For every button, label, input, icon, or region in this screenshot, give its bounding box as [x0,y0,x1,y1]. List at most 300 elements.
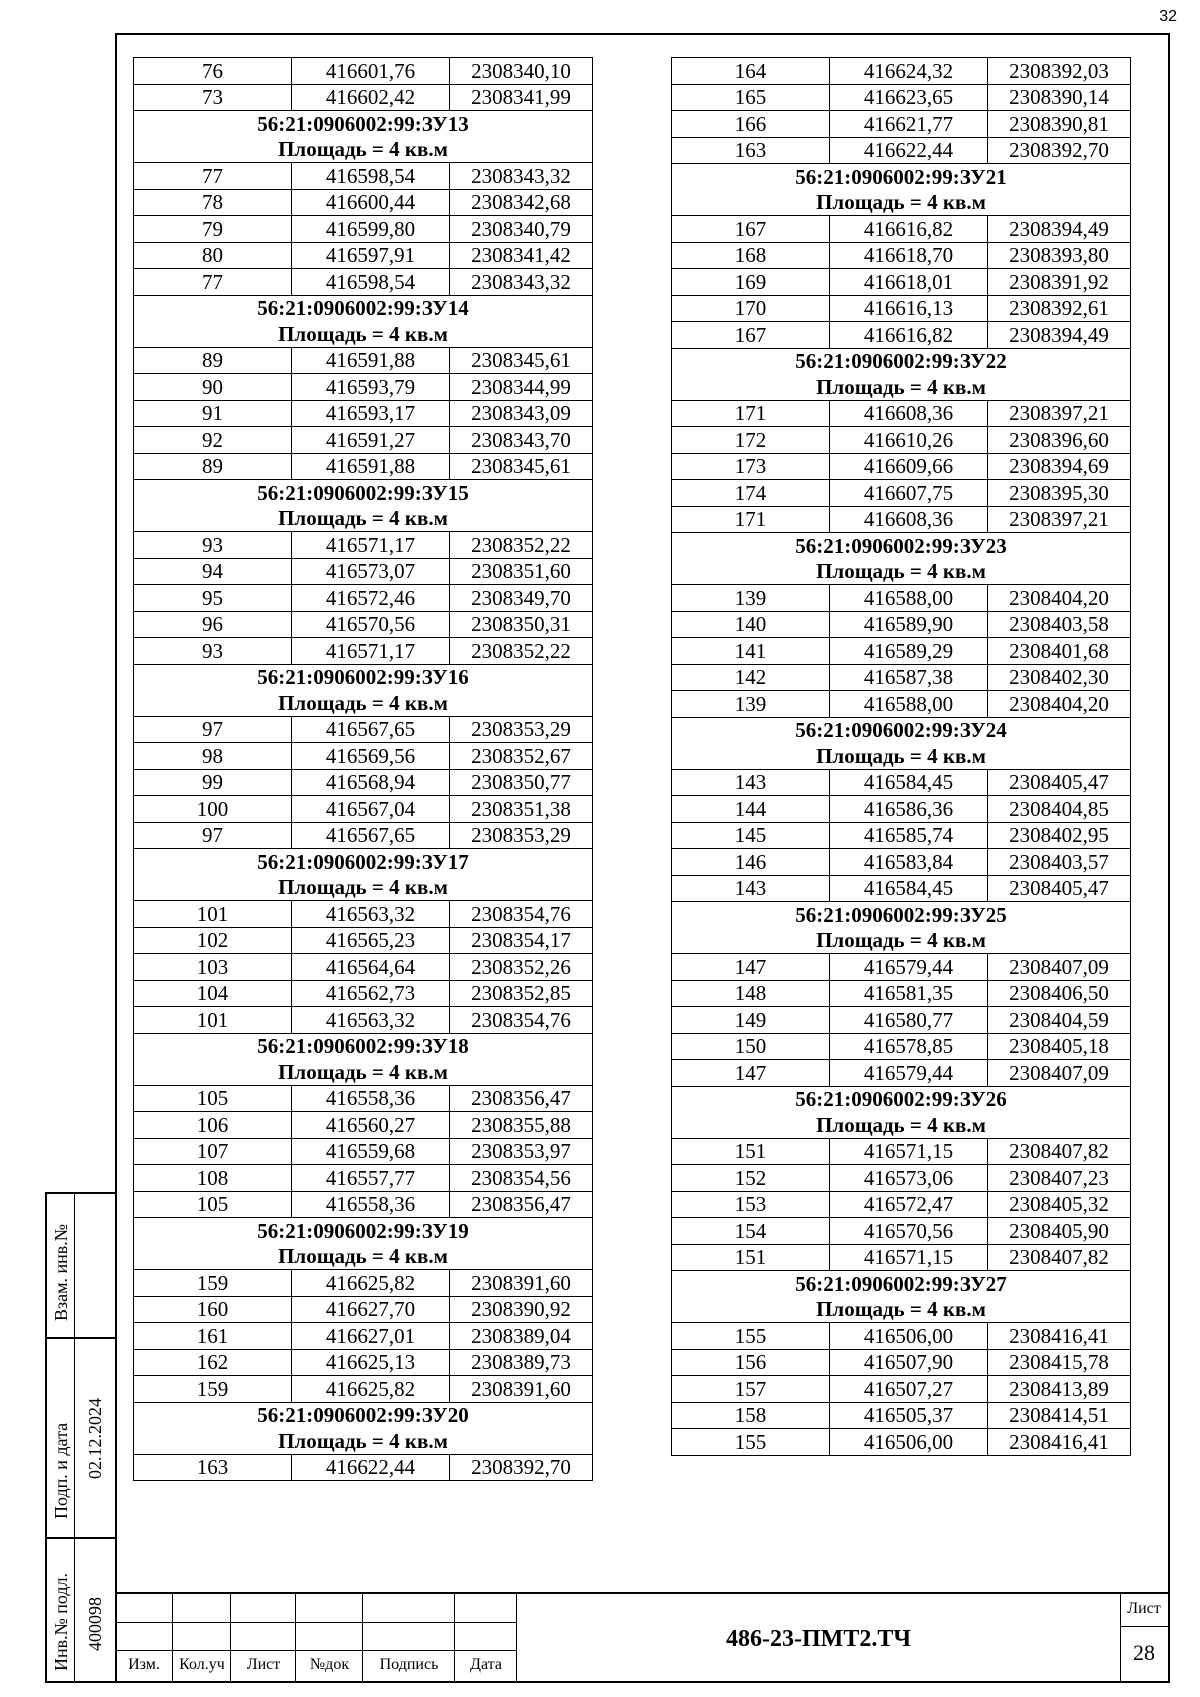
table-row [134,58,593,85]
parcel-header-row [672,533,1131,559]
table-row [672,664,1131,691]
table-row [134,980,593,1007]
stamp-inv-label: Инв.№ подл. [51,1572,71,1671]
table-row [134,216,593,243]
x-coordinate-cell: 416567,04 [292,796,450,823]
x-coordinate-cell: 416567,65 [292,822,450,849]
point-number-cell: 156 [672,1349,830,1376]
table-row [134,796,593,823]
parcel-area-row [672,559,1131,585]
point-number-cell: 73 [134,84,292,111]
table-row [672,1165,1131,1192]
x-coordinate-cell: 416600,44 [292,189,450,216]
x-coordinate-cell: 416559,68 [292,1138,450,1165]
point-number-cell: 105 [134,1085,292,1112]
table-row [672,1376,1131,1403]
point-number-cell: 90 [134,374,292,401]
x-coordinate-cell: 416618,70 [830,242,988,269]
parcel-header-row [134,664,593,690]
x-coordinate-cell: 416597,91 [292,242,450,269]
point-number-cell: 153 [672,1191,830,1218]
sheet-number: 28 [1133,1640,1155,1665]
table-row [672,1429,1131,1456]
x-coordinate-cell: 416568,94 [292,769,450,796]
parcel-area: Площадь = 4 кв.м [672,1112,1131,1138]
x-coordinate-cell: 416625,13 [292,1349,450,1376]
point-number-cell: 172 [672,427,830,454]
point-number-cell: 155 [672,1429,830,1456]
table-row [672,1218,1131,1245]
parcel-header-row [672,348,1131,374]
stamp-podp-cell [47,1339,115,1539]
parcel-code: 56:21:0906002:99:ЗУ24 [672,717,1131,743]
parcel-area-row [672,374,1131,400]
y-coordinate-cell: 2308350,77 [450,769,593,796]
point-number-cell: 152 [672,1165,830,1192]
y-coordinate-cell: 2308397,21 [988,506,1131,533]
parcel-area-row [672,1297,1131,1323]
x-coordinate-cell: 416589,29 [830,638,988,665]
y-coordinate-cell: 2308402,30 [988,664,1131,691]
stamp-podp-date: 02.12.2024 [85,1398,105,1479]
point-number-cell: 158 [672,1402,830,1429]
parcel-area: Площадь = 4 кв.м [134,690,593,716]
parcel-area-row [134,506,593,532]
table-row [134,1349,593,1376]
table-row [672,400,1131,427]
x-coordinate-cell: 416580,77 [830,1007,988,1034]
x-coordinate-cell: 416567,65 [292,716,450,743]
x-coordinate-cell: 416624,32 [830,58,988,85]
parcel-code: 56:21:0906002:99:ЗУ14 [134,295,593,321]
sheet-label: Лист [1127,1600,1161,1617]
x-coordinate-cell: 416608,36 [830,506,988,533]
stamp-inv-cell [47,1539,115,1683]
table-row [134,1454,593,1481]
table-row [134,269,593,296]
point-number-cell: 144 [672,796,830,823]
y-coordinate-cell: 2308391,60 [450,1270,593,1297]
point-number-cell: 151 [672,1244,830,1271]
table-row [134,427,593,454]
table-row [672,216,1131,243]
parcel-area-row [134,1428,593,1454]
y-coordinate-cell: 2308392,03 [988,58,1131,85]
y-coordinate-cell: 2308354,17 [450,927,593,954]
table-row [134,611,593,638]
point-number-cell: 89 [134,453,292,480]
y-coordinate-cell: 2308349,70 [450,585,593,612]
point-number-cell: 101 [134,901,292,928]
y-coordinate-cell: 2308390,81 [988,111,1131,138]
y-coordinate-cell: 2308352,22 [450,532,593,559]
table-row [672,480,1131,507]
tb-ndok-label: №док [309,1656,350,1673]
point-number-cell: 106 [134,1112,292,1139]
x-coordinate-cell: 416598,54 [292,163,450,190]
x-coordinate-cell: 416558,36 [292,1191,450,1218]
parcel-area-row [672,928,1131,954]
parcel-header-row [672,164,1131,190]
table-row [672,269,1131,296]
y-coordinate-cell: 2308391,92 [988,269,1131,296]
point-number-cell: 163 [134,1454,292,1481]
parcel-header-row [134,480,593,506]
y-coordinate-cell: 2308391,60 [450,1376,593,1403]
y-coordinate-cell: 2308352,22 [450,638,593,665]
y-coordinate-cell: 2308405,32 [988,1191,1131,1218]
y-coordinate-cell: 2308404,59 [988,1007,1131,1034]
x-coordinate-cell: 416570,56 [830,1218,988,1245]
y-coordinate-cell: 2308353,29 [450,822,593,849]
x-coordinate-cell: 416588,00 [830,585,988,612]
table-row [134,1112,593,1139]
point-number-cell: 169 [672,269,830,296]
point-number-cell: 167 [672,216,830,243]
point-number-cell: 105 [134,1191,292,1218]
point-number-cell: 92 [134,427,292,454]
x-coordinate-cell: 416589,90 [830,611,988,638]
y-coordinate-cell: 2308404,85 [988,796,1131,823]
x-coordinate-cell: 416571,15 [830,1138,988,1165]
parcel-header-row [134,1218,593,1244]
parcel-code: 56:21:0906002:99:ЗУ26 [672,1086,1131,1112]
parcel-area: Площадь = 4 кв.м [134,137,593,163]
point-number-cell: 145 [672,822,830,849]
table-row [134,374,593,401]
y-coordinate-cell: 2308405,18 [988,1033,1131,1060]
y-coordinate-cell: 2308350,31 [450,611,593,638]
parcel-area: Площадь = 4 кв.м [672,190,1131,216]
table-row [134,1138,593,1165]
point-number-cell: 159 [134,1376,292,1403]
parcel-area-row [134,321,593,347]
x-coordinate-cell: 416601,76 [292,58,450,85]
tb-kolych-label: Кол.уч [179,1656,225,1673]
tb-podpis-label: Подпись [379,1656,439,1673]
x-coordinate-cell: 416591,88 [292,347,450,374]
point-number-cell: 96 [134,611,292,638]
table-row [672,58,1131,85]
y-coordinate-cell: 2308416,41 [988,1323,1131,1350]
stamp-inv-number: 400098 [85,1597,105,1651]
parcel-area-row [134,1059,593,1085]
coordinates-table-right [671,57,1131,1456]
x-coordinate-cell: 416584,45 [830,769,988,796]
point-number-cell: 170 [672,295,830,322]
table-row [672,1033,1131,1060]
x-coordinate-cell: 416571,15 [830,1244,988,1271]
y-coordinate-cell: 2308407,09 [988,954,1131,981]
parcel-area: Площадь = 4 кв.м [134,875,593,901]
parcel-area-row [672,190,1131,216]
y-coordinate-cell: 2308394,49 [988,216,1131,243]
parcel-code: 56:21:0906002:99:ЗУ17 [134,849,593,875]
table-row [134,638,593,665]
parcel-code: 56:21:0906002:99:ЗУ20 [134,1402,593,1428]
x-coordinate-cell: 416593,17 [292,400,450,427]
x-coordinate-cell: 416573,06 [830,1165,988,1192]
x-coordinate-cell: 416586,36 [830,796,988,823]
table-row [134,769,593,796]
point-number-cell: 76 [134,58,292,85]
stamp-vzam-cell [47,1194,115,1339]
point-number-cell: 147 [672,954,830,981]
x-coordinate-cell: 416572,47 [830,1191,988,1218]
table-row [134,189,593,216]
table-row [134,453,593,480]
tb-list-label: Лист [246,1656,281,1673]
table-row [134,1085,593,1112]
x-coordinate-cell: 416558,36 [292,1085,450,1112]
x-coordinate-cell: 416583,84 [830,849,988,876]
y-coordinate-cell: 2308397,21 [988,400,1131,427]
point-number-cell: 139 [672,691,830,718]
y-coordinate-cell: 2308343,70 [450,427,593,454]
x-coordinate-cell: 416564,64 [292,954,450,981]
point-number-cell: 97 [134,716,292,743]
point-number-cell: 107 [134,1138,292,1165]
point-number-cell: 174 [672,480,830,507]
parcel-code: 56:21:0906002:99:ЗУ21 [672,164,1131,190]
parcel-area: Площадь = 4 кв.м [134,1244,593,1270]
y-coordinate-cell: 2308355,88 [450,1112,593,1139]
y-coordinate-cell: 2308345,61 [450,453,593,480]
table-row [672,954,1131,981]
point-number-cell: 98 [134,743,292,770]
table-row [134,1376,593,1403]
point-number-cell: 155 [672,1323,830,1350]
point-number-cell: 77 [134,269,292,296]
point-number-cell: 142 [672,664,830,691]
x-coordinate-cell: 416618,01 [830,269,988,296]
y-coordinate-cell: 2308414,51 [988,1402,1131,1429]
x-coordinate-cell: 416599,80 [292,216,450,243]
point-number-cell: 149 [672,1007,830,1034]
parcel-code: 56:21:0906002:99:ЗУ19 [134,1218,593,1244]
point-number-cell: 139 [672,585,830,612]
parcel-code: 56:21:0906002:99:ЗУ16 [134,664,593,690]
y-coordinate-cell: 2308403,57 [988,849,1131,876]
y-coordinate-cell: 2308407,09 [988,1060,1131,1087]
y-coordinate-cell: 2308404,20 [988,585,1131,612]
table-row [134,400,593,427]
y-coordinate-cell: 2308392,70 [450,1454,593,1481]
x-coordinate-cell: 416563,32 [292,1007,450,1034]
table-row [672,875,1131,902]
x-coordinate-cell: 416563,32 [292,901,450,928]
parcel-code: 56:21:0906002:99:ЗУ27 [672,1271,1131,1297]
y-coordinate-cell: 2308389,04 [450,1323,593,1350]
table-row [134,822,593,849]
y-coordinate-cell: 2308395,30 [988,480,1131,507]
y-coordinate-cell: 2308345,61 [450,347,593,374]
table-row [672,980,1131,1007]
parcel-header-row [672,902,1131,928]
table-row [672,295,1131,322]
table-row [672,84,1131,111]
y-coordinate-cell: 2308343,09 [450,400,593,427]
x-coordinate-cell: 416593,79 [292,374,450,401]
corner-page-number: 32 [1159,8,1177,25]
table-row [134,585,593,612]
y-coordinate-cell: 2308354,76 [450,1007,593,1034]
x-coordinate-cell: 416591,88 [292,453,450,480]
parcel-area: Площадь = 4 кв.м [672,1297,1131,1323]
point-number-cell: 161 [134,1323,292,1350]
y-coordinate-cell: 2308403,58 [988,611,1131,638]
x-coordinate-cell: 416622,44 [292,1454,450,1481]
y-coordinate-cell: 2308407,23 [988,1165,1131,1192]
x-coordinate-cell: 416598,54 [292,269,450,296]
point-number-cell: 93 [134,532,292,559]
point-number-cell: 171 [672,506,830,533]
x-coordinate-cell: 416625,82 [292,1270,450,1297]
y-coordinate-cell: 2308352,26 [450,954,593,981]
x-coordinate-cell: 416616,13 [830,295,988,322]
point-number-cell: 99 [134,769,292,796]
x-coordinate-cell: 416507,90 [830,1349,988,1376]
y-coordinate-cell: 2308407,82 [988,1138,1131,1165]
y-coordinate-cell: 2308392,61 [988,295,1131,322]
y-coordinate-cell: 2308394,49 [988,322,1131,349]
y-coordinate-cell: 2308341,42 [450,242,593,269]
x-coordinate-cell: 416506,00 [830,1323,988,1350]
y-coordinate-cell: 2308407,82 [988,1244,1131,1271]
y-coordinate-cell: 2308354,56 [450,1165,593,1192]
point-number-cell: 154 [672,1218,830,1245]
x-coordinate-cell: 416623,65 [830,84,988,111]
y-coordinate-cell: 2308394,69 [988,453,1131,480]
x-coordinate-cell: 416602,42 [292,84,450,111]
x-coordinate-cell: 416505,37 [830,1402,988,1429]
point-number-cell: 103 [134,954,292,981]
parcel-header-row [134,1033,593,1059]
parcel-area-row [134,137,593,163]
x-coordinate-cell: 416573,07 [292,558,450,585]
parcel-header-row [672,717,1131,743]
table-row [672,242,1131,269]
table-row [134,347,593,374]
point-number-cell: 163 [672,137,830,164]
table-row [134,716,593,743]
y-coordinate-cell: 2308341,99 [450,84,593,111]
point-number-cell: 100 [134,796,292,823]
y-coordinate-cell: 2308405,90 [988,1218,1131,1245]
table-row [134,84,593,111]
parcel-area-row [672,1112,1131,1138]
point-number-cell: 162 [134,1349,292,1376]
x-coordinate-cell: 416588,00 [830,691,988,718]
parcel-header-row [134,849,593,875]
point-number-cell: 171 [672,400,830,427]
table-row [134,532,593,559]
point-number-cell: 93 [134,638,292,665]
table-row [134,163,593,190]
y-coordinate-cell: 2308413,89 [988,1376,1131,1403]
point-number-cell: 97 [134,822,292,849]
y-coordinate-cell: 2308352,67 [450,743,593,770]
y-coordinate-cell: 2308356,47 [450,1085,593,1112]
table-row [672,1244,1131,1271]
x-coordinate-cell: 416565,23 [292,927,450,954]
point-number-cell: 140 [672,611,830,638]
table-row [672,822,1131,849]
x-coordinate-cell: 416579,44 [830,954,988,981]
y-coordinate-cell: 2308393,80 [988,242,1131,269]
parcel-header-row [134,1402,593,1428]
y-coordinate-cell: 2308390,14 [988,84,1131,111]
parcel-area-row [134,1244,593,1270]
y-coordinate-cell: 2308343,32 [450,163,593,190]
x-coordinate-cell: 416591,27 [292,427,450,454]
x-coordinate-cell: 416579,44 [830,1060,988,1087]
table-row [672,611,1131,638]
point-number-cell: 165 [672,84,830,111]
x-coordinate-cell: 416562,73 [292,980,450,1007]
table-row [672,506,1131,533]
y-coordinate-cell: 2308402,95 [988,822,1131,849]
x-coordinate-cell: 416557,77 [292,1165,450,1192]
x-coordinate-cell: 416610,26 [830,427,988,454]
table-row [672,111,1131,138]
y-coordinate-cell: 2308342,68 [450,189,593,216]
x-coordinate-cell: 416578,85 [830,1033,988,1060]
point-number-cell: 159 [134,1270,292,1297]
y-coordinate-cell: 2308389,73 [450,1349,593,1376]
table-row [672,1060,1131,1087]
table-row [672,849,1131,876]
point-number-cell: 143 [672,769,830,796]
point-number-cell: 164 [672,58,830,85]
x-coordinate-cell: 416581,35 [830,980,988,1007]
point-number-cell: 146 [672,849,830,876]
parcel-header-row [134,111,593,137]
tb-izm-label: Изм. [128,1656,160,1673]
point-number-cell: 104 [134,980,292,1007]
document-code: 486-23-ПМТ2.ТЧ [726,1626,911,1652]
table-row [672,796,1131,823]
table-row [134,1323,593,1350]
x-coordinate-cell: 416627,01 [292,1323,450,1350]
parcel-code: 56:21:0906002:99:ЗУ15 [134,480,593,506]
point-number-cell: 150 [672,1033,830,1060]
x-coordinate-cell: 416571,17 [292,638,450,665]
x-coordinate-cell: 416507,27 [830,1376,988,1403]
stamp-podp-label: Подп. и дата [51,1422,71,1519]
parcel-area: Площадь = 4 кв.м [134,1428,593,1454]
parcel-area: Площадь = 4 кв.м [672,928,1131,954]
x-coordinate-cell: 416622,44 [830,137,988,164]
x-coordinate-cell: 416625,82 [292,1376,450,1403]
x-coordinate-cell: 416627,70 [292,1296,450,1323]
y-coordinate-cell: 2308415,78 [988,1349,1131,1376]
parcel-header-row [134,295,593,321]
table-row [672,427,1131,454]
y-coordinate-cell: 2308351,38 [450,796,593,823]
y-coordinate-cell: 2308405,47 [988,875,1131,902]
table-row [672,322,1131,349]
point-number-cell: 94 [134,558,292,585]
y-coordinate-cell: 2308343,32 [450,269,593,296]
y-coordinate-cell: 2308353,29 [450,716,593,743]
point-number-cell: 147 [672,1060,830,1087]
table-row [672,1191,1131,1218]
parcel-code: 56:21:0906002:99:ЗУ13 [134,111,593,137]
x-coordinate-cell: 416560,27 [292,1112,450,1139]
y-coordinate-cell: 2308390,92 [450,1296,593,1323]
point-number-cell: 101 [134,1007,292,1034]
